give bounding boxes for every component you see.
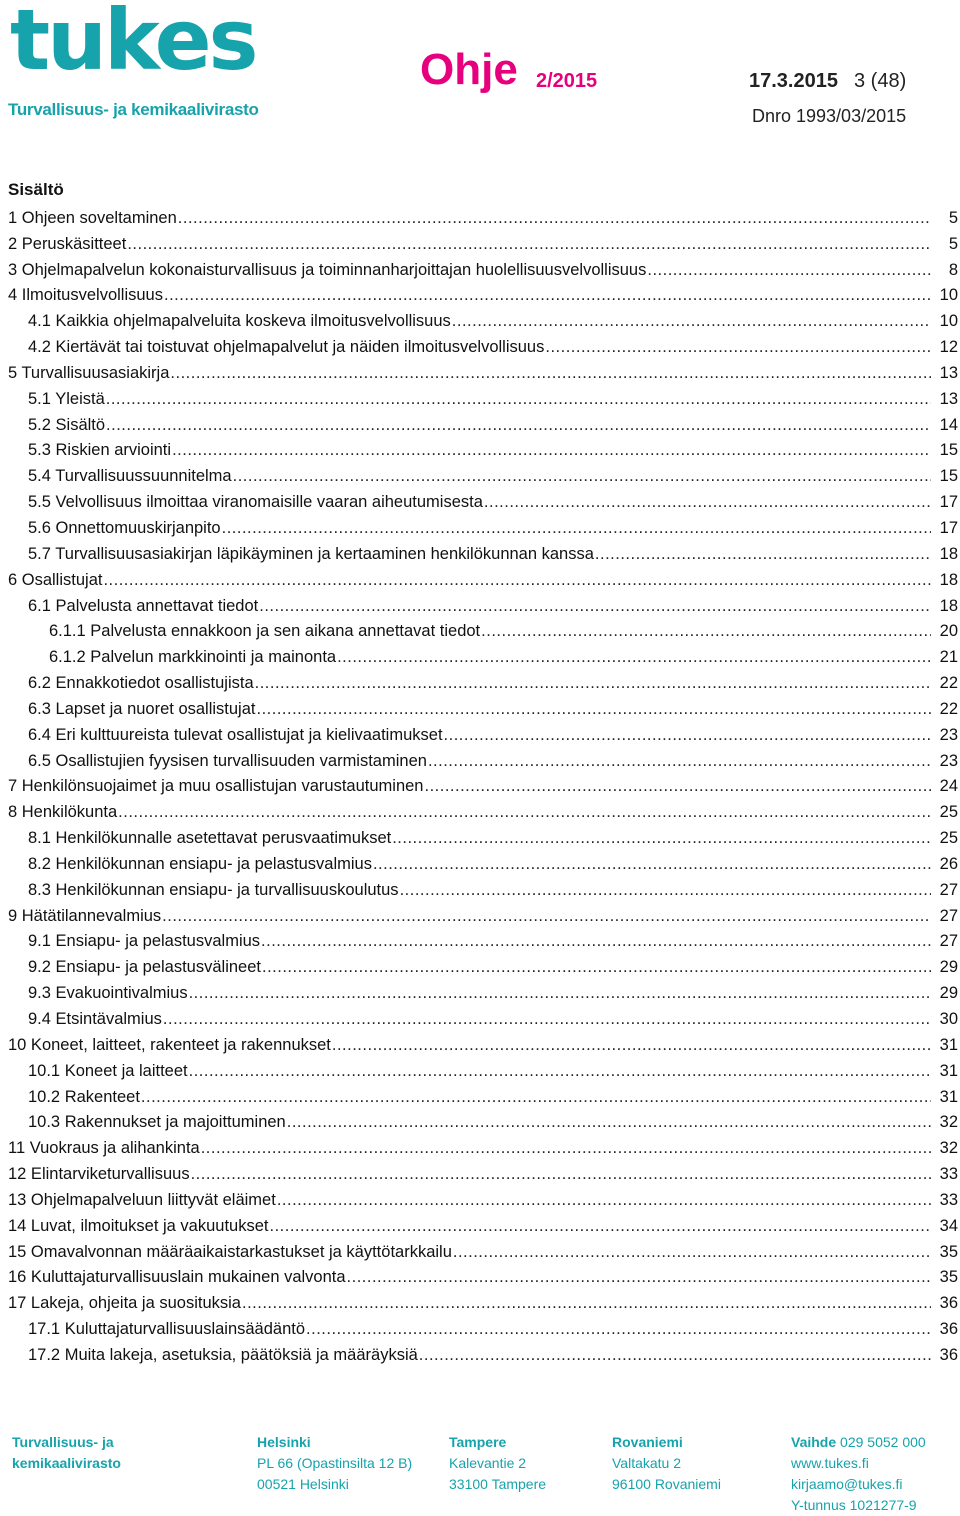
toc-entry[interactable]	[8, 1316, 960, 1342]
toc-entry-page: 36	[939, 1294, 958, 1313]
toc-entry-page: 21	[939, 648, 958, 667]
toc-entry-page: 13	[939, 389, 958, 408]
toc-leader-dots	[419, 1346, 931, 1368]
toc-leader-dots	[484, 493, 931, 515]
toc-leader-dots	[424, 777, 931, 799]
toc-entry-title: 9 Hätätilannevalmius	[8, 906, 162, 925]
toc-entry-page: 10	[939, 286, 958, 305]
toc-entry-title: 4.1 Kaikkia ohjelmapalveluita koskeva ilmoitusvelvollisuus	[28, 312, 451, 331]
toc-entry-page: 17	[939, 493, 958, 512]
footer-rovaniemi-line2: 96100 Rovaniemi	[612, 1476, 721, 1492]
toc-entry-title: 10.2 Rakenteet	[28, 1087, 140, 1106]
toc-entry[interactable]	[8, 257, 960, 283]
toc-leader-dots	[201, 1139, 931, 1161]
toc-entry-title: 5.2 Sisältö	[28, 415, 106, 434]
toc-entry[interactable]	[8, 308, 960, 334]
toc-entry-page: 29	[939, 984, 958, 1003]
toc-entry-page: 25	[939, 803, 958, 822]
toc-entry-title: 17.2 Muita lakeja, asetuksia, päätöksiä ja määräyksiä	[28, 1345, 418, 1364]
toc-entry-title: 6.5 Osallistujien fyysisen turvallisuuden varmistaminen	[28, 751, 427, 770]
toc-entry-page: 23	[939, 751, 958, 770]
footer-vaihde-number: 029 5052 000	[840, 1434, 926, 1450]
toc-leader-dots	[428, 752, 931, 774]
toc-entry-title: 6.1.1 Palvelusta ennakkoon ja sen aikana annettavat tiedot	[49, 622, 481, 641]
footer-tampere-line1: Kalevantie 2	[449, 1455, 527, 1471]
toc-entry-title: 9.3 Evakuointivalmius	[28, 984, 188, 1003]
footer-vaihde-label: Vaihde	[791, 1434, 837, 1450]
toc-entry-title: 14 Luvat, ilmoitukset ja vakuutukset	[8, 1216, 269, 1235]
toc-entry-page: 36	[939, 1320, 958, 1339]
toc-entry[interactable]	[8, 1265, 960, 1291]
toc-entry[interactable]	[8, 515, 960, 541]
toc-entry-page: 32	[939, 1139, 958, 1158]
toc-entry-page: 29	[939, 958, 958, 977]
toc-leader-dots	[277, 1191, 931, 1213]
toc-entry[interactable]	[8, 541, 960, 567]
toc-entry-title: 5.1 Yleistä	[28, 389, 105, 408]
toc-entry[interactable]	[8, 748, 960, 774]
toc-entry-title: 12 Elintarviketurvallisuus	[8, 1165, 190, 1184]
toc-leader-dots	[444, 726, 931, 748]
toc-entry-page: 17	[939, 518, 958, 537]
footer-contact	[791, 1432, 926, 1516]
toc-entry-page: 20	[939, 622, 958, 641]
footer-email-link[interactable]: kirjaamo@tukes.fi	[791, 1476, 903, 1492]
toc-leader-dots	[392, 829, 931, 851]
toc-entry[interactable]	[8, 1342, 960, 1368]
footer-rovaniemi-city: Rovaniemi	[612, 1434, 683, 1450]
toc-entry-page: 18	[939, 570, 958, 589]
toc-leader-dots	[189, 984, 931, 1006]
toc-leader-dots	[222, 519, 931, 541]
toc-entry-title: 8 Henkilökunta	[8, 803, 118, 822]
toc-entry[interactable]	[8, 1290, 960, 1316]
toc-entry-title: 6.1 Palvelusta annettavat tiedot	[28, 596, 259, 615]
toc-leader-dots	[103, 571, 931, 593]
toc-entry-title: 4 Ilmoitusvelvollisuus	[8, 286, 163, 305]
toc-entry[interactable]	[8, 567, 960, 593]
toc-entry-page: 15	[939, 441, 958, 460]
toc-leader-dots	[373, 855, 931, 877]
toc-leader-dots	[647, 261, 931, 283]
toc-entry-page: 36	[939, 1345, 958, 1364]
toc-leader-dots	[170, 364, 931, 386]
toc-leader-dots	[163, 1010, 931, 1032]
toc-entry-page: 12	[939, 338, 958, 357]
toc-leader-dots	[400, 881, 931, 903]
toc-leader-dots	[481, 622, 931, 644]
toc-entry-title: 6.1.2 Palvelun markkinointi ja mainonta	[49, 648, 337, 667]
toc-leader-dots	[178, 209, 931, 231]
toc-leader-dots	[306, 1320, 931, 1342]
footer-org-line2: kemikaalivirasto	[12, 1455, 121, 1471]
toc-entry-page: 31	[939, 1061, 958, 1080]
toc-entry-title: 8.1 Henkilökunnalle asetettavat perusvaatimukset	[28, 829, 392, 848]
toc-entry-page: 15	[939, 467, 958, 486]
toc-leader-dots	[106, 416, 931, 438]
table-of-contents	[8, 205, 960, 1368]
toc-entry[interactable]	[8, 1161, 960, 1187]
toc-entry[interactable]	[8, 670, 960, 696]
toc-entry-page: 31	[939, 1035, 958, 1054]
toc-entry-title: 5.7 Turvallisuusasiakirjan läpikäyminen ja kertaaminen henkilökunnan kanssa	[28, 544, 594, 563]
toc-entry-page: 24	[939, 777, 958, 796]
footer-tampere-line2: 33100 Tampere	[449, 1476, 547, 1492]
toc-entry-title: 11 Vuokraus ja alihankinta	[8, 1139, 200, 1158]
toc-entry[interactable]	[8, 1006, 960, 1032]
toc-entry-page: 18	[939, 544, 958, 563]
toc-entry[interactable]	[8, 360, 960, 386]
footer-vaihde	[791, 1432, 926, 1453]
toc-entry-title: 13 Ohjelmapalveluun liittyvät eläimet	[8, 1190, 276, 1209]
page-footer	[0, 1432, 960, 1514]
toc-entry-page: 33	[939, 1165, 958, 1184]
toc-entry[interactable]	[8, 877, 960, 903]
toc-entry-page: 8	[948, 260, 958, 279]
toc-entry-title: 6 Osallistujat	[8, 570, 103, 589]
toc-entry-title: 6.2 Ennakkotiedot osallistujista	[28, 674, 254, 693]
footer-helsinki-line1: PL 66 (Opastinsilta 12 B)	[257, 1455, 413, 1471]
toc-leader-dots	[242, 1294, 931, 1316]
footer-tampere	[449, 1432, 546, 1495]
toc-entry[interactable]	[8, 1084, 960, 1110]
toc-entry-title: 17 Lakeja, ohjeita ja suosituksia	[8, 1294, 241, 1313]
footer-helsinki-line2: 00521 Helsinki	[257, 1476, 349, 1492]
toc-entry[interactable]	[8, 489, 960, 515]
logo-subtitle: Turvallisuus- ja kemikaalivirasto	[8, 100, 259, 119]
footer-ytunnus: Y-tunnus 1021277-9	[791, 1497, 917, 1513]
toc-entry[interactable]	[8, 825, 960, 851]
toc-entry-title: 9.2 Ensiapu- ja pelastusvälineet	[28, 958, 261, 977]
document-title: Ohje	[420, 45, 518, 94]
toc-leader-dots	[261, 932, 931, 954]
toc-entry[interactable]	[8, 231, 960, 257]
toc-leader-dots	[106, 390, 931, 412]
toc-entry-title: 3 Ohjelmapalvelun kokonaisturvallisuus ja toiminnanharjoittajan huolellisuusvelvollisuus	[8, 260, 647, 279]
toc-entry[interactable]	[8, 412, 960, 438]
toc-entry-title: 17.1 Kuluttajaturvallisuuslainsäädäntö	[28, 1320, 306, 1339]
toc-entry[interactable]	[8, 644, 960, 670]
toc-entry[interactable]	[8, 1213, 960, 1239]
toc-leader-dots	[595, 545, 931, 567]
toc-entry[interactable]	[8, 799, 960, 825]
toc-leader-dots	[256, 700, 931, 722]
toc-entry-title: 9.4 Etsintävalmius	[28, 1010, 162, 1028]
toc-leader-dots	[269, 1217, 931, 1239]
footer-helsinki	[257, 1432, 412, 1495]
toc-entry[interactable]	[8, 463, 960, 489]
toc-entry-title: 6.4 Eri kulttuureista tulevat osallistujat ja kielivaatimukset	[28, 725, 443, 744]
toc-entry-page: 14	[939, 415, 958, 434]
logo-wordmark: tukes	[10, 0, 256, 89]
toc-entry-page: 35	[939, 1268, 958, 1287]
toc-heading: Sisältö	[8, 180, 64, 199]
document-version: 2/2015	[536, 70, 598, 92]
toc-leader-dots	[347, 1268, 931, 1290]
toc-leader-dots	[337, 648, 931, 670]
toc-entry-title: 5.6 Onnettomuuskirjanpito	[28, 518, 221, 537]
toc-entry-page: 30	[939, 1010, 958, 1028]
toc-entry[interactable]	[8, 386, 960, 412]
toc-entry-title: 9.1 Ensiapu- ja pelastusvalmius	[28, 932, 261, 951]
toc-entry[interactable]	[8, 334, 960, 360]
toc-entry-page: 10	[939, 312, 958, 331]
toc-leader-dots	[233, 467, 931, 489]
toc-entry[interactable]	[8, 205, 960, 231]
toc-entry[interactable]	[8, 438, 960, 464]
toc-leader-dots	[452, 312, 931, 334]
toc-entry[interactable]	[8, 1239, 960, 1265]
toc-leader-dots	[127, 235, 931, 257]
toc-entry-title: 10.3 Rakennukset ja majoittuminen	[28, 1113, 286, 1132]
toc-entry-title: 8.2 Henkilökunnan ensiapu- ja pelastusvalmius	[28, 854, 372, 873]
toc-entry-title: 5.3 Riskien arviointi	[28, 441, 172, 460]
toc-entry[interactable]	[8, 774, 960, 800]
toc-leader-dots	[287, 1113, 931, 1135]
toc-entry[interactable]	[8, 851, 960, 877]
toc-entry-page: 27	[939, 880, 958, 899]
toc-leader-dots	[453, 1243, 931, 1265]
toc-entry[interactable]	[8, 283, 960, 309]
toc-entry[interactable]	[8, 722, 960, 748]
toc-entry[interactable]	[8, 696, 960, 722]
toc-entry[interactable]	[8, 1187, 960, 1213]
toc-entry-title: 5.5 Velvollisuus ilmoittaa viranomaisille vaaran aiheutumisesta	[28, 493, 483, 512]
footer-org	[12, 1432, 121, 1474]
toc-leader-dots	[164, 286, 931, 308]
toc-entry-page: 23	[939, 725, 958, 744]
toc-entry-title: 10 Koneet, laitteet, rakenteet ja rakennukset	[8, 1035, 331, 1054]
toc-leader-dots	[191, 1165, 931, 1187]
footer-rovaniemi-line1: Valtakatu 2	[612, 1455, 682, 1471]
toc-leader-dots	[332, 1036, 931, 1058]
document-dnro: Dnro 1993/03/2015	[752, 106, 907, 126]
page-number: 3 (48)	[854, 70, 907, 92]
toc-entry-title: 6.3 Lapset ja nuoret osallistujat	[28, 699, 256, 718]
footer-rovaniemi	[612, 1432, 721, 1495]
toc-entry[interactable]	[8, 1135, 960, 1161]
toc-entry-page: 33	[939, 1190, 958, 1209]
toc-entry[interactable]	[8, 593, 960, 619]
toc-entry-title: 15 Omavalvonnan määräaikaistarkastukset ja käyttötarkkailu	[8, 1242, 452, 1261]
toc-leader-dots	[262, 958, 931, 980]
footer-helsinki-city: Helsinki	[257, 1434, 311, 1450]
footer-tampere-city: Tampere	[449, 1434, 507, 1450]
toc-entry-page: 18	[939, 596, 958, 615]
toc-leader-dots	[141, 1088, 931, 1110]
toc-entry-page: 34	[939, 1216, 958, 1235]
toc-entry-page: 22	[939, 674, 958, 693]
document-date: 17.3.2015	[749, 70, 838, 92]
toc-leader-dots	[255, 674, 931, 696]
toc-entry-page: 5	[948, 234, 958, 253]
toc-entry-page: 35	[939, 1242, 958, 1261]
toc-entry-title: 5 Turvallisuusasiakirja	[8, 363, 170, 382]
toc-entry[interactable]	[8, 619, 960, 645]
toc-entry[interactable]	[8, 954, 960, 980]
toc-entry[interactable]	[8, 929, 960, 955]
toc-leader-dots	[189, 1062, 931, 1084]
toc-entry[interactable]	[8, 980, 960, 1006]
toc-entry[interactable]	[8, 1058, 960, 1084]
toc-entry-title: 4.2 Kiertävät tai toistuvat ohjelmapalvelut ja näiden ilmoitusvelvollisuus	[28, 338, 545, 357]
tukes-logo	[8, 0, 259, 124]
toc-leader-dots	[172, 441, 931, 463]
footer-web-link[interactable]: www.tukes.fi	[791, 1455, 869, 1471]
footer-org-line1: Turvallisuus- ja	[12, 1434, 114, 1450]
toc-entry-page: 25	[939, 829, 958, 848]
toc-leader-dots	[162, 907, 931, 929]
toc-entry-page: 32	[939, 1113, 958, 1132]
toc-entry-page: 13	[939, 363, 958, 382]
toc-leader-dots	[259, 597, 931, 619]
toc-entry[interactable]	[8, 1110, 960, 1136]
toc-entry-title: 2 Peruskäsitteet	[8, 234, 127, 253]
toc-entry-title: 1 Ohjeen soveltaminen	[8, 208, 177, 227]
toc-entry-page: 31	[939, 1087, 958, 1106]
toc-entry-title: 8.3 Henkilökunnan ensiapu- ja turvallisuuskoulutus	[28, 880, 399, 899]
toc-entry[interactable]	[8, 903, 960, 929]
toc-entry-title: 5.4 Turvallisuussuunnitelma	[28, 467, 232, 486]
toc-entry-title: 10.1 Koneet ja laitteet	[28, 1061, 188, 1080]
toc-entry-page: 27	[939, 906, 958, 925]
toc-entry-page: 27	[939, 932, 958, 951]
toc-entry-page: 22	[939, 699, 958, 718]
toc-leader-dots	[118, 803, 931, 825]
toc-entry[interactable]	[8, 1032, 960, 1058]
toc-entry-page: 26	[939, 854, 958, 873]
toc-entry-title: 7 Henkilönsuojaimet ja muu osallistujan varustautuminen	[8, 777, 424, 796]
toc-entry-title: 16 Kuluttajaturvallisuuslain mukainen valvonta	[8, 1268, 346, 1287]
toc-leader-dots	[545, 338, 931, 360]
toc-entry-page: 5	[948, 208, 958, 227]
